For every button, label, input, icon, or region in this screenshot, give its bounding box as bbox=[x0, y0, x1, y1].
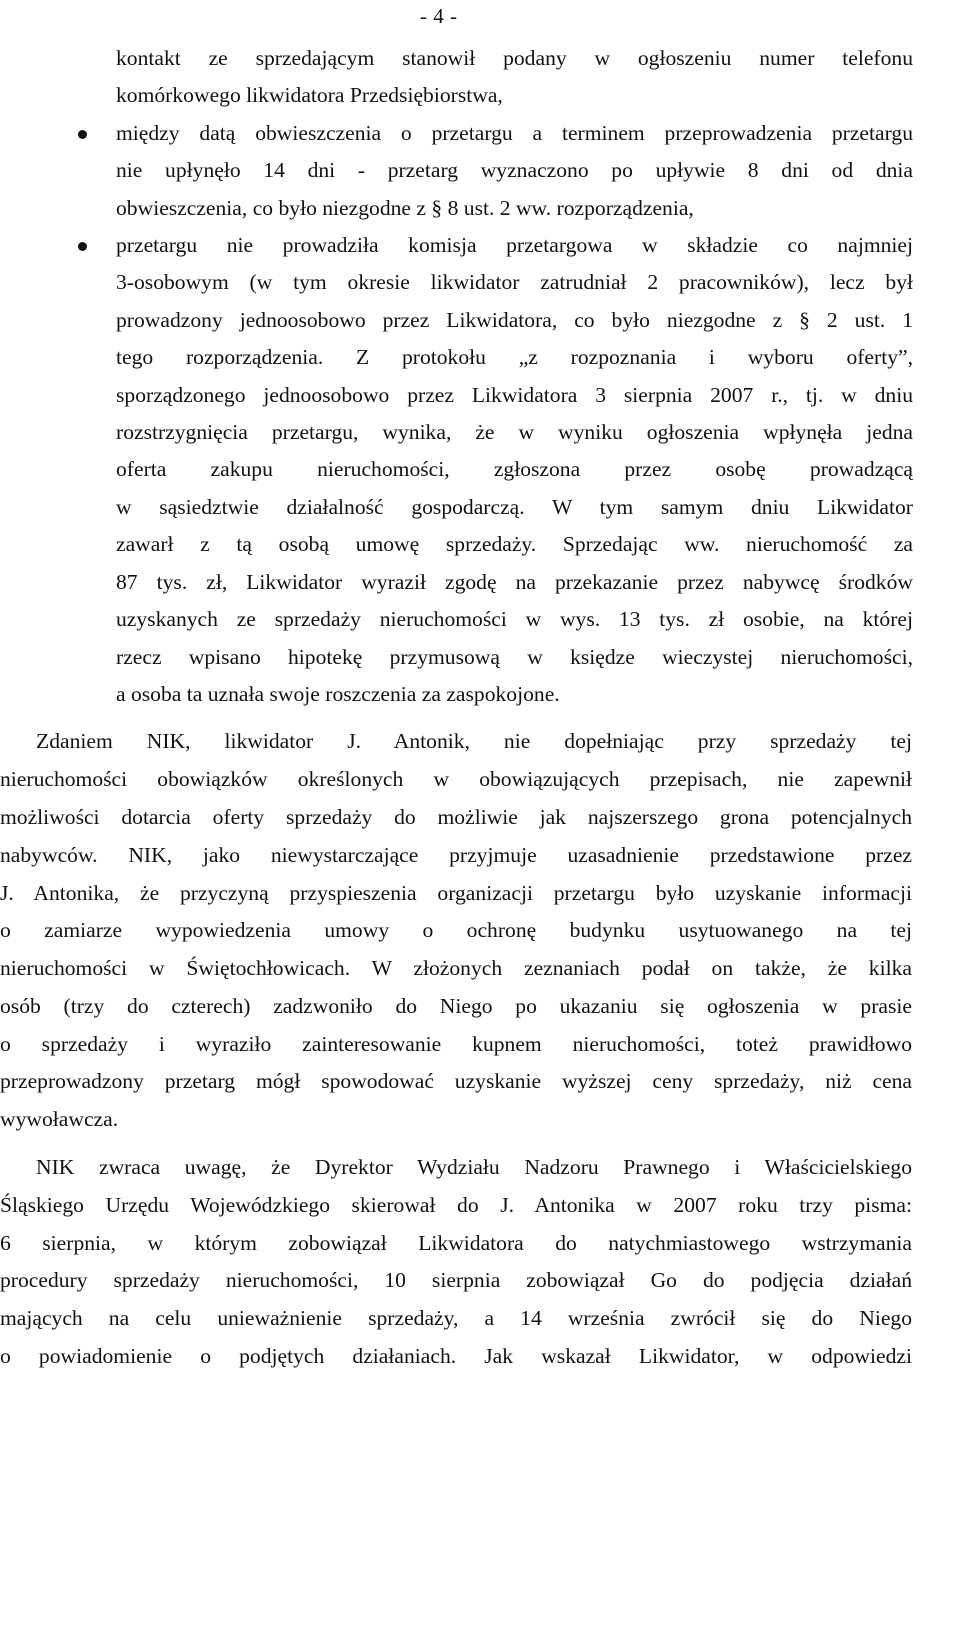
text-line: Śląskiego Urzędu Wojewódzkiego skierował do J. Antonika w 2007 roku trzy pisma: bbox=[0, 1192, 912, 1217]
text-line: o zamiarze wypowiedzenia umowy o ochronę budynku usytuowanego na tej bbox=[0, 918, 912, 943]
text-line: wywoławcza. bbox=[0, 1107, 119, 1132]
paragraph bbox=[0, 723, 912, 1139]
list-item bbox=[116, 40, 913, 115]
text-line: przeprowadzony przetarg mógł spowodować uzyskanie wyższej ceny sprzedaży, niż cena bbox=[0, 1069, 912, 1094]
document-body bbox=[0, 40, 960, 1376]
bullet-icon bbox=[78, 130, 87, 139]
text-line: o powiadomienie o podjętych działaniach. Jak wskazał Likwidator, w odpowiedzi bbox=[0, 1344, 912, 1369]
text-line: między datą obwieszczenia o przetargu a terminem przeprowadzenia przetargu bbox=[116, 120, 913, 145]
text-line: Zdaniem NIK, likwidator J. Antonik, nie dopełniając przy sprzedaży tej bbox=[36, 729, 912, 754]
text-line: nabywców. NIK, jako niewystarczające przyjmuje uzasadnienie przedstawione przez bbox=[0, 842, 912, 867]
text-line: w sąsiedztwie działalność gospodarczą. W tym samym dniu Likwidator bbox=[116, 494, 913, 519]
text-line: tego rozporządzenia. Z protokołu „z rozpoznania i wyboru oferty”, bbox=[116, 345, 913, 370]
text-line: osób (trzy do czterech) zadzwoniło do Niego po ukazaniu się ogłoszenia w prasie bbox=[0, 993, 912, 1018]
paragraph bbox=[0, 1149, 912, 1376]
text-line: obwieszczenia, co było niezgodne z § 8 ust. 2 ww. rozporządzenia, bbox=[116, 195, 694, 220]
list-item bbox=[116, 227, 913, 713]
text-line: uzyskanych ze sprzedaży nieruchomości w wys. 13 tys. zł osobie, na której bbox=[116, 607, 913, 632]
text-line: 87 tys. zł, Likwidator wyraził zgodę na przekazanie przez nabywcę środków bbox=[116, 569, 913, 594]
text-line: a osoba ta uznała swoje roszczenia za zaspokojone. bbox=[116, 681, 560, 706]
text-line: przetargu nie prowadziła komisja przetargowa w składzie co najmniej bbox=[116, 233, 913, 258]
text-line: J. Antonika, że przyczyną przyspieszenia organizacji przetargu było uzyskanie informacji bbox=[0, 880, 912, 905]
bullet-icon bbox=[78, 242, 87, 251]
text-line: NIK zwraca uwagę, że Dyrektor Wydziału Nadzoru Prawnego i Właścicielskiego bbox=[36, 1155, 912, 1180]
text-line: sporządzonego jednoosobowo przez Likwidatora 3 sierpnia 2007 r., tj. w dniu bbox=[116, 382, 913, 407]
text-line: nie upłynęło 14 dni - przetarg wyznaczono po upływie 8 dni od dnia bbox=[116, 158, 913, 183]
page-number: - 4 - bbox=[420, 4, 458, 28]
text-line: oferta zakupu nieruchomości, zgłoszona przez osobę prowadzącą bbox=[116, 457, 913, 482]
text-line: o sprzedaży i wyraziło zainteresowanie kupnem nieruchomości, toteż prawidłowo bbox=[0, 1031, 912, 1056]
list-item bbox=[116, 115, 913, 227]
text-line: nieruchomości w Świętochłowicach. W złożonych zeznaniach podał on także, że kilka bbox=[0, 956, 912, 981]
text-line: rzecz wpisano hipotekę przymusową w księdze wieczystej nieruchomości, bbox=[116, 644, 913, 669]
text-line: kontakt ze sprzedającym stanowił podany w ogłoszeniu numer telefonu bbox=[116, 46, 913, 70]
text-line: mających na celu unieważnienie sprzedaży, a 14 września zwrócił się do Niego bbox=[0, 1306, 912, 1331]
text-line: procedury sprzedaży nieruchomości, 10 sierpnia zobowiązał Go do podjęcia działań bbox=[0, 1268, 912, 1293]
text-line: rozstrzygnięcia przetargu, wynika, że w wyniku ogłoszenia wpłynęła jedna bbox=[116, 420, 913, 445]
text-line: nieruchomości obowiązków określonych w obowiązujących przepisach, nie zapewnił bbox=[0, 767, 912, 792]
text-line: 6 sierpnia, w którym zobowiązał Likwidatora do natychmiastowego wstrzymania bbox=[0, 1230, 912, 1255]
text-line: prowadzony jednoosobowo przez Likwidatora, co było niezgodne z § 2 ust. 1 bbox=[116, 307, 913, 332]
text-line: 3-osobowym (w tym okresie likwidator zatrudniał 2 pracowników), lecz był bbox=[116, 270, 913, 295]
text-line: zawarł z tą osobą umowę sprzedaży. Sprzedając ww. nieruchomość za bbox=[116, 532, 913, 557]
text-line: możliwości dotarcia oferty sprzedaży do możliwie jak najszerszego grona potencjalnych bbox=[0, 804, 912, 829]
text-line: komórkowego likwidatora Przedsiębiorstwa, bbox=[116, 83, 503, 108]
